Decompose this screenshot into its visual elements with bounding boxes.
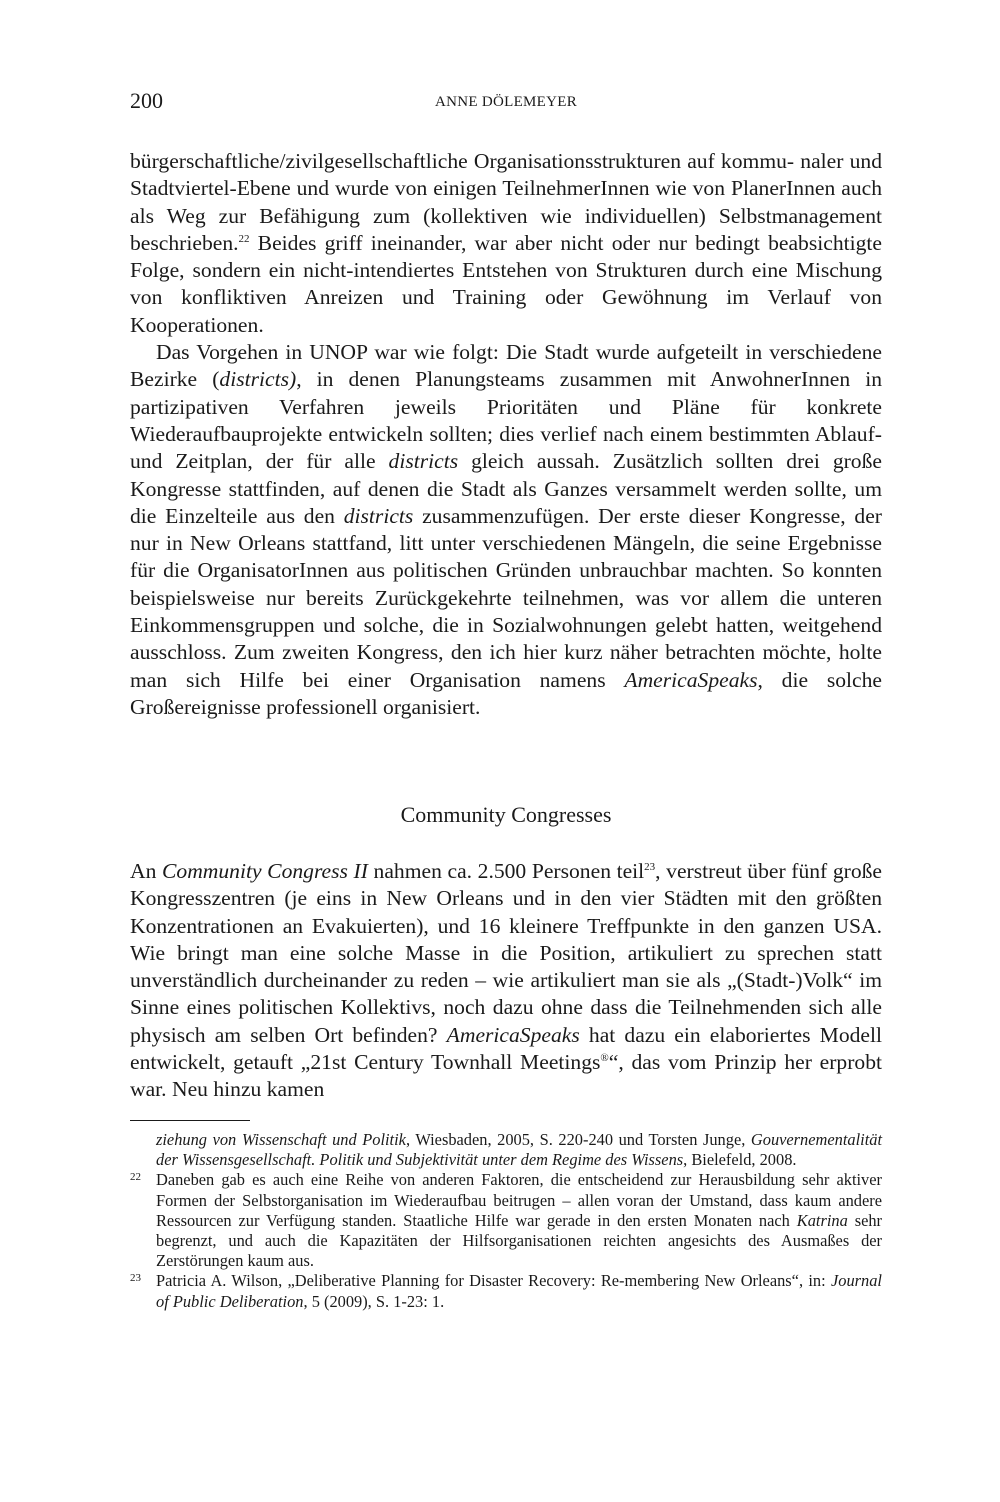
footnote-ref-22[interactable]: 22 xyxy=(238,232,250,245)
registered-mark: ® xyxy=(600,1051,609,1064)
paragraph-1-line-3: PlanerInnen auch als Weg zur Befähigung zum (kollektiven wie individuellen) xyxy=(130,176,882,228)
footnote-cont-text-c: , Bielefeld, 2008. xyxy=(683,1150,797,1170)
paragraph-2-text-e: , die solche Großereignisse professionell organisiert. xyxy=(130,667,882,719)
paragraph-1-rest: Beides griff ineinander, war aber nicht oder nur bedingt beabsichtigte Folge, sondern ein nicht-intendiertes Entstehen von Strukturen durch eine Mischung von konfliktiven Anreizen und Training oder Gewöhnung im Verlauf von Kooperationen. xyxy=(130,230,882,337)
term-community-congress: Community Congress II xyxy=(162,859,368,883)
paragraph-1-line-2: naler und Stadtviertel-Ebene und wurde von einigen TeilnehmerInnen wie von xyxy=(130,149,882,201)
main-text-block xyxy=(130,148,882,721)
paragraph-1-line-4: Selbstmanagement beschrieben. xyxy=(130,203,882,255)
footnotes xyxy=(130,1130,882,1312)
term-districts: districts) xyxy=(219,367,297,392)
footnote-cont-title-b: Gouvernementalität der Wissensgesellschaft. Politik und Subjektivität unter dem Regime des Wissens xyxy=(156,1130,882,1170)
section-text-a: An xyxy=(130,859,162,883)
section-text-c: , verstreut über fünf große Kongresszentren (je eins in New Orleans und in den vier Städten mit den größten Konzentrationen an Evakuierten), und 16 kleinere Treffpunkte in den ganzen USA. Wie bringt man eine solche Masse in die Position, artikuliert zu sprechen statt unverständlich durcheinander zu reden – wie artikuliert man sie als „(Stadt-)Volk“ im Sinne eines politischen Kollektivs, noch dazu ohne dass die Teilnehmenden sich alle physisch am selben Ort befinden? xyxy=(130,859,883,1047)
footnote-cont-title-a: ziehung von Wissenschaft und Politik xyxy=(156,1130,406,1149)
footnote-23-number: 23 xyxy=(130,1272,141,1285)
footnote-23 xyxy=(130,1271,882,1311)
section-text-block xyxy=(130,858,882,1104)
footnote-22-text-a: Daneben gab es auch eine Reihe von anderen Faktoren, die entscheidend zur Herausbildung sehr aktiver Formen der Selbstorganisation im Wiederaufbau beitrugen – allen voran der Umstand, dass kaum andere Ressourcen zur Verfügung standen. Staatliche Hilfe war gerade in den ersten Monaten nach xyxy=(156,1170,882,1230)
section-paragraph-1 xyxy=(130,858,882,1104)
paragraph-1-line-1: bürgerschaftliche/zivilgesellschaftliche Organisationsstrukturen auf kommu- xyxy=(130,149,795,173)
footnote-22-number: 22 xyxy=(130,1171,141,1184)
footnote-22-text-b: sehr begrenzt, und auch die Kapazitäten der Hilfsorganisationen reichten angesichts des Ausmaßes der Zerstörungen kaum aus. xyxy=(156,1210,883,1271)
footnote-cont-text-b: , Wiesbaden, 2005, S. 220-240 und Torsten Junge, xyxy=(405,1130,751,1149)
footnote-rule xyxy=(130,1120,250,1121)
running-head-author: ANNE DÖLEMEYER xyxy=(434,94,578,110)
footnote-continued xyxy=(130,1130,882,1170)
page-number: 200 xyxy=(130,88,163,113)
term-americaspeaks: AmericaSpeaks xyxy=(624,667,758,692)
term-districts: districts xyxy=(343,503,414,528)
footnote-23-text-a: Patricia A. Wilson, „Deliberative Planning for Disaster Recovery: Re-membering New Orleans“, in: xyxy=(156,1271,831,1291)
section-text-b: nahmen ca. 2.500 Personen teil xyxy=(367,859,645,883)
paragraph-1 xyxy=(130,148,882,339)
section-text-d: hat dazu ein elaboriertes Modell entwickelt, getauft „21st Century Townhall Meetings xyxy=(130,1022,882,1075)
footnote-ref-23[interactable]: 23 xyxy=(644,860,656,873)
paragraph-2-text-c: gleich aussah. Zusätzlich sollten drei große Kongresse stattfinden, auf denen die Stadt als Ganzes versammelt werden sollte, um die Einzelteile aus den xyxy=(130,449,882,528)
journal-title: Journal of Public Deliberation xyxy=(156,1271,882,1311)
paragraph-2-text-b: , in denen Planungsteams zusammen mit AnwohnerInnen in partizipativen Verfahren jeweils Prioritäten und Pläne für konkrete Wiederaufbauprojekte entwickeln sollten; dies verlief nach einem bestimmten Ablauf- und Zeitplan, der für alle xyxy=(130,367,883,474)
section-heading: Community Congresses xyxy=(400,802,612,827)
section-text-e: “, das vom Prinzip her erprobt war. Neu hinzu kamen xyxy=(130,1050,882,1102)
footnote-22 xyxy=(130,1170,882,1271)
term-katrina: Katrina xyxy=(796,1210,848,1230)
footnote-23-text-b: , 5 (2009), S. 1-23: 1. xyxy=(303,1291,445,1311)
paragraph-2 xyxy=(130,339,882,721)
term-americaspeaks: AmericaSpeaks xyxy=(446,1022,580,1047)
term-districts: districts xyxy=(388,449,459,474)
paragraph-2-text-a: Das Vorgehen in UNOP war wie folgt: Die Stadt wurde aufgeteilt in verschiedene Bezirke ( xyxy=(130,340,882,392)
running-head xyxy=(130,88,882,118)
paragraph-2-text-d: zusammenzufügen. Der erste dieser Kongresse, der nur in New Orleans stattfand, litt unter verschiedenen Mängeln, die seine Ergebnisse für die OrganisatorInnen aus politischen Gründen unbrauchbar machten. So konnten beispielsweise nur bereits Zurückgekehrte teilnehmen, was vor allem die unteren Einkommensgruppen und solche, die in Sozialwohnungen gelebt hatten, weitgehend ausschloss. Zum zweiten Kongress, den ich hier kurz näher betrachten möchte, holte man sich Hilfe bei einer Organisation namens xyxy=(130,503,882,692)
